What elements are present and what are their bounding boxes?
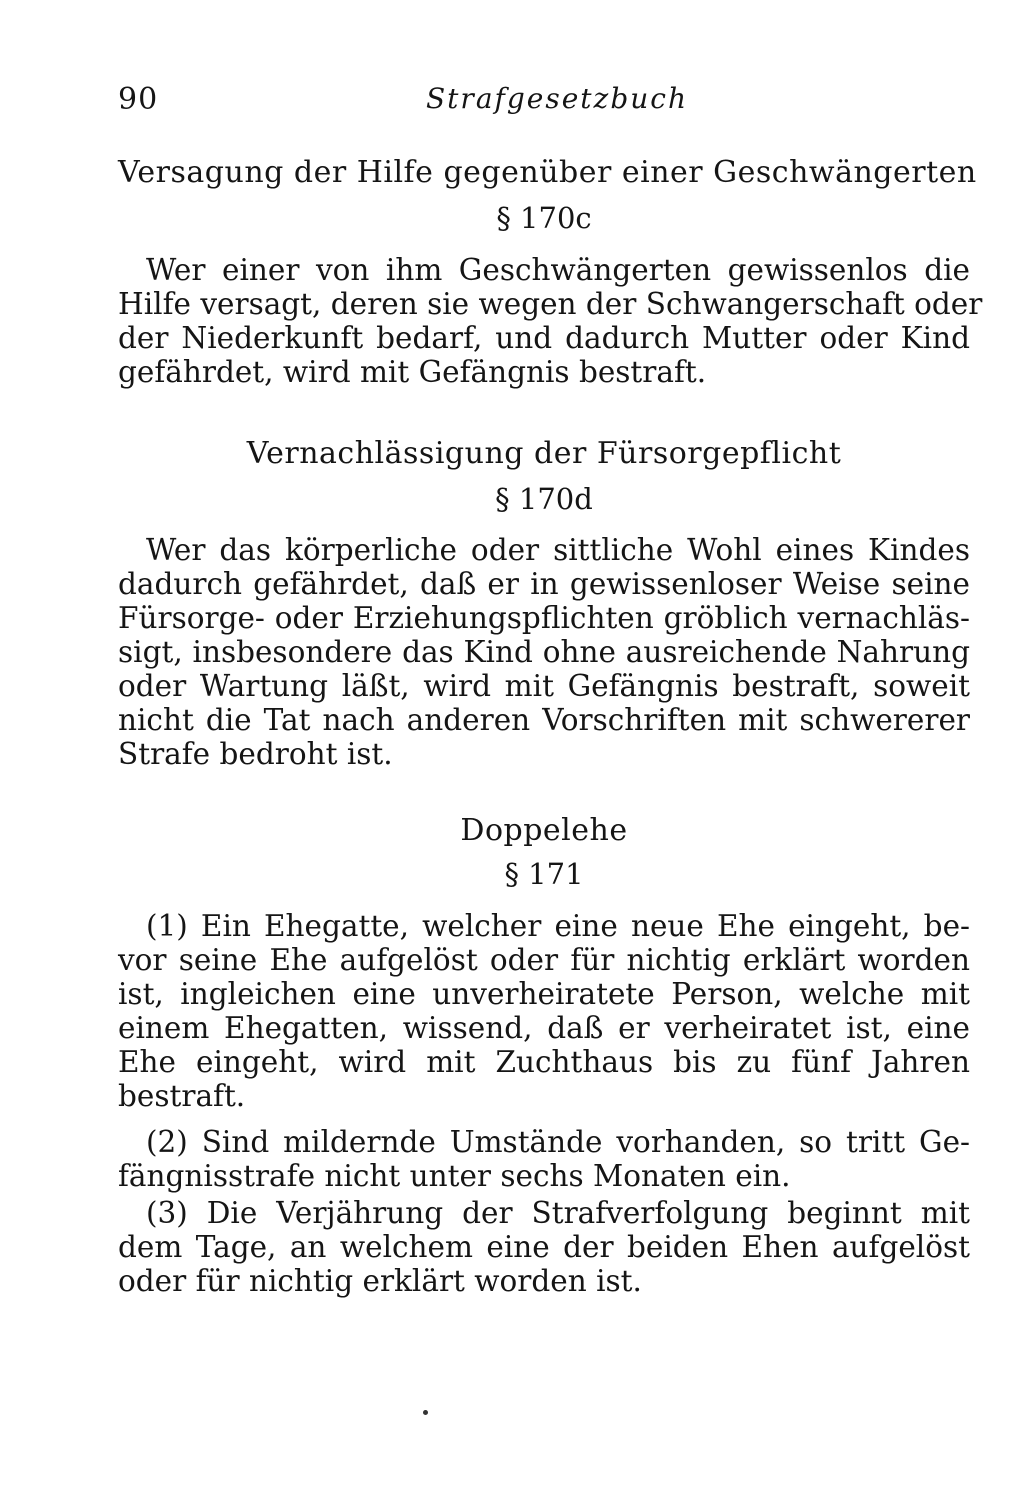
- section-heading: Vernachlässigung der Fürsorgepflicht: [246, 436, 842, 471]
- paragraph-mark: § 171: [504, 857, 584, 891]
- body-line: oder für nichtig erklärt worden ist.: [118, 1264, 642, 1298]
- paragraph-mark: § 170c: [496, 201, 592, 235]
- section-heading: Versagung der Hilfe gegenüber einer Geschwängerten: [118, 155, 977, 190]
- running-title: Strafgesetzbuch: [426, 82, 688, 115]
- body-line: ist, ingleichen eine unverheiratete Person, welche mit: [118, 977, 970, 1011]
- body-line: der Niederkunft bedarf, und dadurch Mutter oder Kind: [118, 321, 970, 355]
- body-line: Wer das körperliche oder sittliche Wohl eines Kindes: [146, 533, 970, 567]
- body-line: dem Tage, an welchem eine der beiden Ehen aufgelöst: [118, 1230, 970, 1264]
- body-line: (3) Die Verjährung der Strafverfolgung beginnt mit: [146, 1196, 970, 1230]
- body-line: Hilfe versagt, deren sie wegen der Schwangerschaft oder: [118, 287, 983, 321]
- body-line: bestraft.: [118, 1079, 246, 1113]
- body-line: einem Ehegatten, wissend, daß er verheiratet ist, eine: [118, 1011, 970, 1045]
- body-line: sigt, insbesondere das Kind ohne ausreichende Nahrung: [118, 635, 970, 669]
- body-line: gefährdet, wird mit Gefängnis bestraft.: [118, 355, 707, 389]
- body-line: nicht die Tat nach anderen Vorschriften mit schwererer: [118, 703, 970, 737]
- body-line: (2) Sind mildernde Umstände vorhanden, so tritt Ge-: [146, 1125, 970, 1159]
- section-heading: Doppelehe: [460, 813, 628, 848]
- body-line: Fürsorge- oder Erziehungspflichten gröblich vernachläs-: [118, 601, 970, 635]
- body-line: fängnisstrafe nicht unter sechs Monaten ein.: [118, 1159, 791, 1193]
- print-speck: [423, 1410, 428, 1415]
- body-line: dadurch gefährdet, daß er in gewissenloser Weise seine: [118, 567, 970, 601]
- body-line: Ehe eingeht, wird mit Zuchthaus bis zu fünf Jahren: [118, 1045, 970, 1079]
- body-line: Wer einer von ihm Geschwängerten gewissenlos die: [146, 253, 970, 287]
- body-line: Strafe bedroht ist.: [118, 737, 393, 771]
- page-number: 90: [118, 82, 159, 117]
- body-line: oder Wartung läßt, wird mit Gefängnis bestraft, soweit: [118, 669, 970, 703]
- running-head: [118, 82, 970, 122]
- body-line: vor seine Ehe aufgelöst oder für nichtig erklärt worden: [118, 943, 970, 977]
- paragraph-mark: § 170d: [495, 482, 593, 516]
- body-line: (1) Ein Ehegatte, welcher eine neue Ehe eingeht, be-: [146, 909, 970, 943]
